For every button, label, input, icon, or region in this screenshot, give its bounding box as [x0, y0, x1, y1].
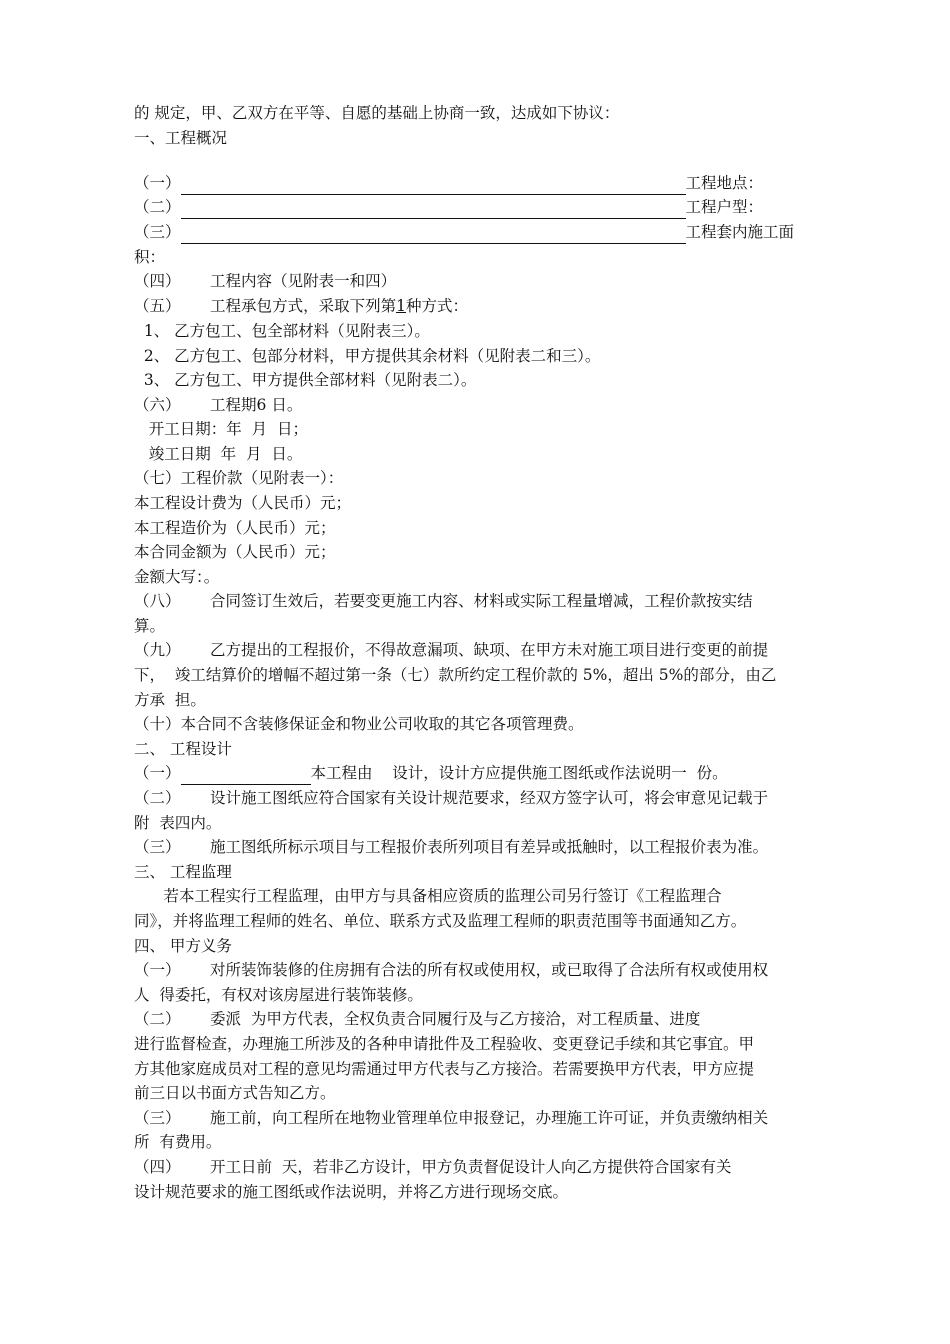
- obligation-2d: 前三日以书面方式告知乙方。: [134, 1084, 336, 1102]
- design-item-2a: （二） 设计施工图纸应符合国家有关设计规范要求，经双方签字认可，将会审意见记载于: [134, 789, 769, 807]
- row-text: 本工程由 设计，设计方应提供施工图纸或作法说明一 份。: [310, 764, 728, 782]
- row-text: 工程户型：: [685, 198, 764, 216]
- row-label: （三）: [134, 223, 181, 241]
- project-area-row: [134, 220, 814, 244]
- method-option-2: 2、 乙方包工、包部分材料，甲方提供其余材料（见附表二和三）。: [134, 347, 601, 365]
- item-quote-b: 下， 竣工结算价的增幅不超过第一条（七）款所约定工程价款的 5%，超出 5%的部分，由乙: [134, 666, 777, 684]
- supervision-line-1: 若本工程实行工程监理，由甲方与具备相应资质的监理公司另行签订《工程监理合: [134, 887, 722, 905]
- method-option-3: 3、 乙方包工、甲方提供全部材料（见附表二）。: [134, 371, 477, 389]
- section-heading-design: 二、 工程设计: [134, 740, 232, 758]
- item-price: （七）工程价款（见附表一）：: [134, 469, 344, 487]
- obligation-4a: （四） 开工日前 天，若非乙方设计，甲方负责督促设计人向乙方提供符合国家有关: [134, 1158, 732, 1176]
- design-item-1: [134, 761, 814, 785]
- row-text: 工程地点：: [685, 174, 764, 192]
- obligation-1a: （一） 对所装饰装修的住房拥有合法的所有权或使用权，或已取得了合法所有权或使用权: [134, 961, 769, 979]
- item-quote-c: 方承 担。: [134, 691, 206, 709]
- intro-line: 的 规定，甲、乙双方在平等、自愿的基础上协商一致，达成如下协议：: [134, 104, 620, 122]
- text-part: 种方式：: [405, 297, 468, 315]
- obligation-2b: 进行监督检查，办理施工所涉及的各种申请批件及工程验收、变更登记手续和其它事宜。甲: [134, 1035, 755, 1053]
- item-exclusions: （十）本合同不含装修保证金和物业公司收取的其它各项管理费。: [134, 715, 584, 733]
- row-label: （一）: [134, 174, 181, 192]
- section-heading-overview: 一、工程概况: [134, 129, 228, 147]
- section-heading-partya: 四、 甲方义务: [134, 937, 232, 955]
- item-change-b: 算。: [134, 617, 166, 635]
- project-location-row: [134, 171, 814, 195]
- row-label: （二）: [134, 198, 181, 216]
- obligation-1b: 人 得委托，有权对该房屋进行装饰装修。: [134, 986, 423, 1004]
- designer-blank: [181, 768, 311, 785]
- amount-in-words: 金额大写：。: [134, 568, 220, 586]
- item-contract-method: [134, 294, 468, 318]
- obligation-2a: （二） 委派 为甲方代表，全权负责合同履行及与乙方接洽，对工程质量、进度: [134, 1010, 701, 1028]
- item-content: （四） 工程内容（见附表一和四）: [134, 272, 397, 290]
- design-fee: 本工程设计费为（人民币）元；: [134, 494, 352, 512]
- supervision-line-2: 同》，并将监理工程师的姓名、单位、联系方式及监理工程师的职责范围等书面通知乙方。: [134, 912, 747, 930]
- start-date: 开工日期：年 月 日；: [134, 420, 308, 438]
- item-duration: （六） 工程期6 日。: [134, 396, 303, 414]
- obligation-4b: 设计规范要求的施工图纸或作法说明，并将乙方进行现场交底。: [134, 1183, 569, 1201]
- item-quote-a: （九） 乙方提出的工程报价，不得故意漏项、缺项、在甲方未对施工项目进行变更的前提: [134, 641, 769, 659]
- project-cost: 本工程造价为（人民币）元；: [134, 519, 336, 537]
- project-layout-row: [134, 195, 814, 219]
- layout-blank: [181, 202, 686, 219]
- obligation-2c: 方其他家庭成员对工程的意见均需通过甲方代表与乙方接洽。若需要换甲方代表，甲方应提: [134, 1060, 755, 1078]
- contract-amount: 本合同金额为（人民币）元；: [134, 543, 336, 561]
- area-blank: [181, 227, 686, 244]
- method-number: 1: [396, 297, 406, 315]
- obligation-3a: （三） 施工前，向工程所在地物业管理单位申报登记，办理施工许可证，并负责缴纳相关: [134, 1109, 769, 1127]
- location-blank: [181, 178, 686, 195]
- end-date: 竣工日期 年 月 日。: [134, 445, 303, 463]
- text-part: （五） 工程承包方式，采取下列第: [134, 297, 397, 315]
- design-item-2b: 附 表四内。: [134, 814, 222, 832]
- row-text: 工程套内施工面: [685, 223, 795, 241]
- row-label: （一）: [134, 764, 181, 782]
- section-heading-supervision: 三、 工程监理: [134, 863, 232, 881]
- design-item-3: （三） 施工图纸所标示项目与工程报价表所列项目有差异或抵触时，以工程报价表为准。: [134, 838, 769, 856]
- obligation-3b: 所 有费用。: [134, 1133, 222, 1151]
- area-cont: 积：: [134, 248, 166, 266]
- item-change-a: （八） 合同签订生效后，若要变更施工内容、材料或实际工程量增减，工程价款按实结: [134, 592, 753, 610]
- method-option-1: 1、 乙方包工、包全部材料（见附表三）。: [134, 322, 430, 340]
